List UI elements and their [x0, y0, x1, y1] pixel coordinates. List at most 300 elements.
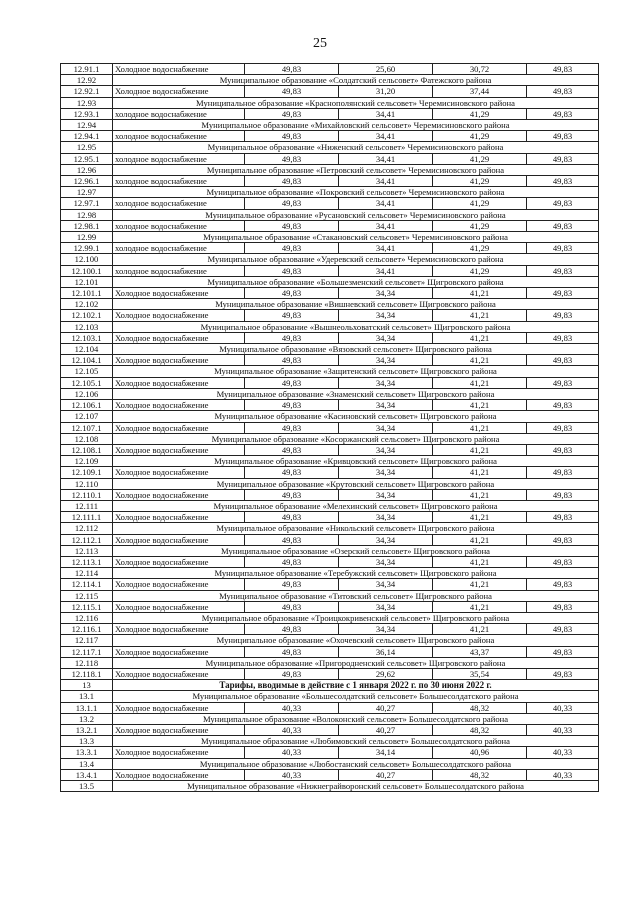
- row-code: 12.111.1: [61, 512, 113, 523]
- table-row: [61, 265, 599, 276]
- municipality-row: [61, 75, 599, 86]
- tariff-value-2: 34,41: [339, 176, 433, 187]
- tariff-table: [60, 63, 599, 792]
- tariff-value-2: 34,34: [339, 512, 433, 523]
- row-code: 12.107: [61, 411, 113, 422]
- tariff-value-4: 49,83: [527, 556, 599, 567]
- tariff-value-4: 49,83: [527, 332, 599, 343]
- municipality-row: [61, 232, 599, 243]
- municipality-row: [61, 209, 599, 220]
- tariff-value-2: 34,41: [339, 131, 433, 142]
- tariff-value-1: 49,83: [245, 265, 339, 276]
- table-row: [61, 310, 599, 321]
- municipality-name: Муниципальное образование «Краснополянский сельсовет» Черемисиновского района: [113, 97, 599, 108]
- table-row: [61, 646, 599, 657]
- service-name: Холодное водоснабжение: [113, 556, 245, 567]
- tariff-value-2: 31,20: [339, 86, 433, 97]
- tariff-value-1: 49,83: [245, 556, 339, 567]
- service-name: холодное водоснабжение: [113, 220, 245, 231]
- municipality-name: Муниципальное образование «Вышнеольховатский сельсовет» Щигровского района: [113, 321, 599, 332]
- municipality-name: Муниципальное образование «Титовский сельсовет» Щигровского района: [113, 590, 599, 601]
- tariff-value-1: 49,83: [245, 444, 339, 455]
- tariff-value-2: 34,41: [339, 198, 433, 209]
- municipality-row: [61, 691, 599, 702]
- tariff-value-2: 34,34: [339, 400, 433, 411]
- tariff-value-1: 49,83: [245, 64, 339, 75]
- row-code: 13.3.1: [61, 747, 113, 758]
- tariff-value-1: 49,83: [245, 534, 339, 545]
- municipality-row: [61, 411, 599, 422]
- tariff-value-2: 34,41: [339, 153, 433, 164]
- service-name: холодное водоснабжение: [113, 265, 245, 276]
- tariff-value-3: 41,29: [433, 153, 527, 164]
- tariff-value-3: 41,21: [433, 467, 527, 478]
- municipality-row: [61, 97, 599, 108]
- table-row: [61, 288, 599, 299]
- tariff-value-4: 49,83: [527, 153, 599, 164]
- municipality-name: Муниципальное образование «Теребужский сельсовет» Щигровского района: [113, 568, 599, 579]
- tariff-value-1: 49,83: [245, 355, 339, 366]
- tariff-value-3: 41,29: [433, 131, 527, 142]
- section-heading: Тарифы, вводимые в действие с 1 января 2022 г. по 30 июня 2022 г.: [113, 680, 599, 691]
- municipality-name: Муниципальное образование «Русановский сельсовет» Черемисиновского района: [113, 209, 599, 220]
- row-code: 12.92.1: [61, 86, 113, 97]
- table-row: [61, 86, 599, 97]
- service-name: Холодное водоснабжение: [113, 377, 245, 388]
- row-code: 12.95: [61, 142, 113, 153]
- municipality-row: [61, 276, 599, 287]
- municipality-name: Муниципальное образование «Любостанский сельсовет» Большесолдатского района: [113, 758, 599, 769]
- row-code: 12.98: [61, 209, 113, 220]
- row-code: 12.112.1: [61, 534, 113, 545]
- tariff-value-4: 40,33: [527, 747, 599, 758]
- row-code: 13.4.1: [61, 769, 113, 780]
- tariff-value-3: 41,21: [433, 377, 527, 388]
- service-name: Холодное водоснабжение: [113, 534, 245, 545]
- tariff-value-1: 49,83: [245, 467, 339, 478]
- municipality-name: Муниципальное образование «Касиновский сельсовет» Щигровского района: [113, 411, 599, 422]
- service-name: Холодное водоснабжение: [113, 422, 245, 433]
- table-row: [61, 769, 599, 780]
- municipality-name: Муниципальное образование «Троицкокривенский сельсовет» Щигровского района: [113, 612, 599, 623]
- row-code: 13.1: [61, 691, 113, 702]
- row-code: 13.1.1: [61, 702, 113, 713]
- row-code: 12.106.1: [61, 400, 113, 411]
- tariff-value-1: 49,83: [245, 624, 339, 635]
- service-name: Холодное водоснабжение: [113, 769, 245, 780]
- municipality-name: Муниципальное образование «Мелехинский сельсовет» Щигровского района: [113, 500, 599, 511]
- tariff-value-3: 41,29: [433, 176, 527, 187]
- tariff-value-1: 49,83: [245, 86, 339, 97]
- row-code: 12.99: [61, 232, 113, 243]
- tariff-value-3: 41,21: [433, 355, 527, 366]
- row-code: 12.110.1: [61, 489, 113, 500]
- row-code: 12.103: [61, 321, 113, 332]
- tariff-value-4: 49,83: [527, 534, 599, 545]
- page-number: 25: [313, 36, 327, 51]
- tariff-value-3: 41,29: [433, 220, 527, 231]
- municipality-name: Муниципальное образование «Стакановский сельсовет» Черемисиновского района: [113, 232, 599, 243]
- tariff-value-2: 34,34: [339, 332, 433, 343]
- tariff-value-1: 49,83: [245, 176, 339, 187]
- row-code: 13.2: [61, 713, 113, 724]
- row-code: 12.102.1: [61, 310, 113, 321]
- row-code: 12.99.1: [61, 243, 113, 254]
- service-name: Холодное водоснабжение: [113, 355, 245, 366]
- tariff-value-1: 49,83: [245, 131, 339, 142]
- service-name: Холодное водоснабжение: [113, 646, 245, 657]
- tariff-value-1: 49,83: [245, 400, 339, 411]
- municipality-row: [61, 366, 599, 377]
- row-code: 12.95.1: [61, 153, 113, 164]
- table-row: [61, 153, 599, 164]
- row-code: 12.91.1: [61, 64, 113, 75]
- municipality-row: [61, 456, 599, 467]
- table-row: [61, 198, 599, 209]
- service-name: Холодное водоснабжение: [113, 288, 245, 299]
- row-code: 12.111: [61, 500, 113, 511]
- row-code: 12.93.1: [61, 108, 113, 119]
- tariff-value-4: 49,83: [527, 265, 599, 276]
- municipality-name: Муниципальное образование «Покровский сельсовет» Черемисиновского района: [113, 187, 599, 198]
- tariff-value-2: 34,34: [339, 467, 433, 478]
- row-code: 12.102: [61, 299, 113, 310]
- service-name: Холодное водоснабжение: [113, 579, 245, 590]
- row-code: 12.101.1: [61, 288, 113, 299]
- row-code: 12.114.1: [61, 579, 113, 590]
- row-code: 12.104.1: [61, 355, 113, 366]
- service-name: Холодное водоснабжение: [113, 64, 245, 75]
- tariff-value-2: 40,27: [339, 724, 433, 735]
- section-heading-row: [61, 680, 599, 691]
- tariff-value-3: 41,21: [433, 310, 527, 321]
- service-name: Холодное водоснабжение: [113, 624, 245, 635]
- tariff-value-1: 49,83: [245, 243, 339, 254]
- tariff-value-3: 48,32: [433, 769, 527, 780]
- tariff-value-1: 49,83: [245, 422, 339, 433]
- service-name: холодное водоснабжение: [113, 198, 245, 209]
- table-row: [61, 377, 599, 388]
- tariff-value-2: 40,27: [339, 769, 433, 780]
- tariff-value-1: 49,83: [245, 512, 339, 523]
- tariff-value-2: 40,27: [339, 702, 433, 713]
- municipality-row: [61, 433, 599, 444]
- municipality-row: [61, 657, 599, 668]
- municipality-name: Муниципальное образование «Знаменский сельсовет» Щигровского района: [113, 388, 599, 399]
- row-code: 12.105: [61, 366, 113, 377]
- row-code: 12.104: [61, 344, 113, 355]
- municipality-name: Муниципальное образование «Удеревский сельсовет» Черемисиновского района: [113, 254, 599, 265]
- row-code: 12.100: [61, 254, 113, 265]
- tariff-value-3: 41,21: [433, 601, 527, 612]
- table-row: [61, 556, 599, 567]
- municipality-name: Муниципальное образование «Любимовский сельсовет» Большесолдатского района: [113, 736, 599, 747]
- municipality-name: Муниципальное образование «Большезменский сельсовет» Щигровского района: [113, 276, 599, 287]
- tariff-value-3: 41,29: [433, 198, 527, 209]
- municipality-name: Муниципальное образование «Ниженский сельсовет» Черемисиновского района: [113, 142, 599, 153]
- municipality-row: [61, 781, 599, 792]
- municipality-row: [61, 545, 599, 556]
- tariff-value-4: 49,83: [527, 131, 599, 142]
- row-code: 12.101: [61, 276, 113, 287]
- service-name: холодное водоснабжение: [113, 108, 245, 119]
- municipality-name: Муниципальное образование «Петровский сельсовет» Черемисиновского района: [113, 164, 599, 175]
- municipality-name: Муниципальное образование «Косоржанский сельсовет» Щигровского района: [113, 433, 599, 444]
- tariff-value-4: 49,83: [527, 601, 599, 612]
- service-name: Холодное водоснабжение: [113, 512, 245, 523]
- tariff-value-3: 41,29: [433, 108, 527, 119]
- row-code: 12.94.1: [61, 131, 113, 142]
- tariff-value-4: 49,83: [527, 400, 599, 411]
- row-code: 12.93: [61, 97, 113, 108]
- tariff-value-4: 49,83: [527, 422, 599, 433]
- tariff-value-2: 34,34: [339, 579, 433, 590]
- table-row: [61, 108, 599, 119]
- table-row: [61, 624, 599, 635]
- row-code: 12.116: [61, 612, 113, 623]
- municipality-name: Муниципальное образование «Вязовский сельсовет» Щигровского района: [113, 344, 599, 355]
- service-name: Холодное водоснабжение: [113, 310, 245, 321]
- municipality-row: [61, 187, 599, 198]
- tariff-value-3: 41,21: [433, 534, 527, 545]
- row-code: 12.108: [61, 433, 113, 444]
- tariff-value-4: 49,83: [527, 646, 599, 657]
- tariff-value-1: 40,33: [245, 769, 339, 780]
- row-code: 12.109: [61, 456, 113, 467]
- row-code: 12.116.1: [61, 624, 113, 635]
- municipality-row: [61, 713, 599, 724]
- tariff-value-2: 34,41: [339, 108, 433, 119]
- row-code: 12.100.1: [61, 265, 113, 276]
- tariff-value-2: 34,34: [339, 624, 433, 635]
- tariff-value-2: 34,41: [339, 265, 433, 276]
- tariff-value-1: 49,83: [245, 153, 339, 164]
- tariff-value-2: 34,34: [339, 534, 433, 545]
- tariff-value-2: 34,34: [339, 556, 433, 567]
- municipality-name: Муниципальное образование «Большесолдатский сельсовет» Большесолдатского района: [113, 691, 599, 702]
- tariff-value-1: 49,83: [245, 332, 339, 343]
- tariff-value-3: 48,32: [433, 724, 527, 735]
- tariff-value-4: 49,83: [527, 512, 599, 523]
- row-code: 12.109.1: [61, 467, 113, 478]
- tariff-value-1: 40,33: [245, 702, 339, 713]
- municipality-row: [61, 164, 599, 175]
- tariff-value-2: 34,34: [339, 489, 433, 500]
- row-code: 12.96: [61, 164, 113, 175]
- row-code: 12.114: [61, 568, 113, 579]
- service-name: Холодное водоснабжение: [113, 332, 245, 343]
- service-name: холодное водоснабжение: [113, 153, 245, 164]
- tariff-value-2: 34,34: [339, 288, 433, 299]
- table-row: [61, 220, 599, 231]
- tariff-value-1: 40,33: [245, 747, 339, 758]
- tariff-value-3: 41,29: [433, 243, 527, 254]
- row-code: 12.94: [61, 120, 113, 131]
- tariff-value-2: 34,14: [339, 747, 433, 758]
- tariff-value-4: 49,83: [527, 377, 599, 388]
- municipality-name: Муниципальное образование «Волоконский сельсовет» Большесолдатского района: [113, 713, 599, 724]
- tariff-value-3: 41,21: [433, 332, 527, 343]
- tariff-value-4: 40,33: [527, 702, 599, 713]
- table-row: [61, 444, 599, 455]
- municipality-row: [61, 500, 599, 511]
- municipality-name: Муниципальное образование «Нижнеграйворонский сельсовет» Большесолдатского района: [113, 781, 599, 792]
- tariff-value-4: 49,83: [527, 310, 599, 321]
- tariff-value-4: 49,83: [527, 355, 599, 366]
- tariff-value-2: 36,14: [339, 646, 433, 657]
- service-name: Холодное водоснабжение: [113, 489, 245, 500]
- tariff-value-4: 49,83: [527, 579, 599, 590]
- municipality-row: [61, 120, 599, 131]
- tariff-value-2: 34,34: [339, 310, 433, 321]
- tariff-value-4: 40,33: [527, 724, 599, 735]
- tariff-value-3: 41,21: [433, 489, 527, 500]
- tariff-value-1: 49,83: [245, 310, 339, 321]
- table-row: [61, 489, 599, 500]
- municipality-name: Муниципальное образование «Вишневский сельсовет» Щигровского района: [113, 299, 599, 310]
- tariff-value-4: 49,83: [527, 624, 599, 635]
- service-name: Холодное водоснабжение: [113, 601, 245, 612]
- row-code: 12.105.1: [61, 377, 113, 388]
- row-code: 12.113: [61, 545, 113, 556]
- tariff-table-body: [61, 64, 599, 792]
- tariff-value-4: 49,83: [527, 444, 599, 455]
- table-row: [61, 579, 599, 590]
- tariff-value-1: 49,83: [245, 220, 339, 231]
- service-name: холодное водоснабжение: [113, 176, 245, 187]
- tariff-value-2: 34,34: [339, 422, 433, 433]
- municipality-name: Муниципальное образование «Крутовский сельсовет» Щигровского района: [113, 478, 599, 489]
- tariff-value-3: 41,21: [433, 400, 527, 411]
- row-code: 12.106: [61, 388, 113, 399]
- tariff-value-3: 41,21: [433, 624, 527, 635]
- tariff-value-2: 34,34: [339, 601, 433, 612]
- service-name: Холодное водоснабжение: [113, 724, 245, 735]
- row-code: 12.97.1: [61, 198, 113, 209]
- tariff-value-3: 30,72: [433, 64, 527, 75]
- tariff-value-1: 49,83: [245, 198, 339, 209]
- row-code: 13: [61, 680, 113, 691]
- tariff-value-4: 49,83: [527, 176, 599, 187]
- table-row: [61, 64, 599, 75]
- row-code: 13.2.1: [61, 724, 113, 735]
- municipality-name: Муниципальное образование «Охочевский сельсовет» Щигровского района: [113, 635, 599, 646]
- municipality-row: [61, 635, 599, 646]
- tariff-value-2: 34,41: [339, 243, 433, 254]
- row-code: 12.103.1: [61, 332, 113, 343]
- tariff-value-3: 41,21: [433, 556, 527, 567]
- tariff-value-2: 34,34: [339, 355, 433, 366]
- tariff-value-1: 49,83: [245, 579, 339, 590]
- tariff-value-4: 49,83: [527, 220, 599, 231]
- table-row: [61, 176, 599, 187]
- tariff-value-4: 49,83: [527, 243, 599, 254]
- row-code: 13.3: [61, 736, 113, 747]
- row-code: 12.96.1: [61, 176, 113, 187]
- row-code: 13.5: [61, 781, 113, 792]
- table-row: [61, 747, 599, 758]
- service-name: холодное водоснабжение: [113, 131, 245, 142]
- row-code: 13.4: [61, 758, 113, 769]
- service-name: Холодное водоснабжение: [113, 86, 245, 97]
- table-row: [61, 724, 599, 735]
- tariff-value-1: 49,83: [245, 601, 339, 612]
- tariff-value-4: 49,83: [527, 198, 599, 209]
- service-name: Холодное водоснабжение: [113, 444, 245, 455]
- row-code: 12.115.1: [61, 601, 113, 612]
- row-code: 12.108.1: [61, 444, 113, 455]
- row-code: 12.118: [61, 657, 113, 668]
- municipality-row: [61, 388, 599, 399]
- table-row: [61, 467, 599, 478]
- tariff-value-4: 49,83: [527, 86, 599, 97]
- tariff-value-2: 34,41: [339, 220, 433, 231]
- table-row: [61, 332, 599, 343]
- tariff-value-3: 41,21: [433, 288, 527, 299]
- municipality-row: [61, 523, 599, 534]
- municipality-row: [61, 758, 599, 769]
- tariff-value-3: 37,44: [433, 86, 527, 97]
- row-code: 12.110: [61, 478, 113, 489]
- tariff-value-1: 40,33: [245, 724, 339, 735]
- tariff-value-4: 40,33: [527, 769, 599, 780]
- municipality-row: [61, 568, 599, 579]
- tariff-value-1: 49,83: [245, 489, 339, 500]
- municipality-name: Муниципальное образование «Никольский сельсовет» Щигровского района: [113, 523, 599, 534]
- tariff-value-4: 49,83: [527, 668, 599, 679]
- table-row: [61, 131, 599, 142]
- tariff-value-4: 49,83: [527, 489, 599, 500]
- tariff-value-2: 34,34: [339, 444, 433, 455]
- municipality-row: [61, 478, 599, 489]
- table-row: [61, 422, 599, 433]
- row-code: 12.98.1: [61, 220, 113, 231]
- tariff-value-4: 49,83: [527, 64, 599, 75]
- row-code: 12.113.1: [61, 556, 113, 567]
- municipality-row: [61, 142, 599, 153]
- table-row: [61, 702, 599, 713]
- row-code: 12.92: [61, 75, 113, 86]
- municipality-name: Муниципальное образование «Защитенский сельсовет» Щигровского района: [113, 366, 599, 377]
- service-name: Холодное водоснабжение: [113, 747, 245, 758]
- tariff-value-3: 41,21: [433, 422, 527, 433]
- row-code: 12.117.1: [61, 646, 113, 657]
- service-name: Холодное водоснабжение: [113, 702, 245, 713]
- tariff-value-1: 49,83: [245, 668, 339, 679]
- service-name: холодное водоснабжение: [113, 243, 245, 254]
- table-row: [61, 512, 599, 523]
- tariff-value-3: 43,37: [433, 646, 527, 657]
- tariff-value-1: 49,83: [245, 377, 339, 388]
- table-row: [61, 601, 599, 612]
- table-row: [61, 243, 599, 254]
- tariff-value-3: 41,21: [433, 512, 527, 523]
- tariff-value-2: 25,60: [339, 64, 433, 75]
- municipality-row: [61, 344, 599, 355]
- table-row: [61, 534, 599, 545]
- row-code: 12.115: [61, 590, 113, 601]
- municipality-row: [61, 736, 599, 747]
- row-code: 12.107.1: [61, 422, 113, 433]
- municipality-name: Муниципальное образование «Пригородненский сельсовет» Щигровского района: [113, 657, 599, 668]
- tariff-value-2: 29,62: [339, 668, 433, 679]
- tariff-value-3: 41,29: [433, 265, 527, 276]
- table-row: [61, 400, 599, 411]
- municipality-name: Муниципальное образование «Кривцовский сельсовет» Щигровского района: [113, 456, 599, 467]
- municipality-row: [61, 590, 599, 601]
- municipality-row: [61, 321, 599, 332]
- service-name: Холодное водоснабжение: [113, 668, 245, 679]
